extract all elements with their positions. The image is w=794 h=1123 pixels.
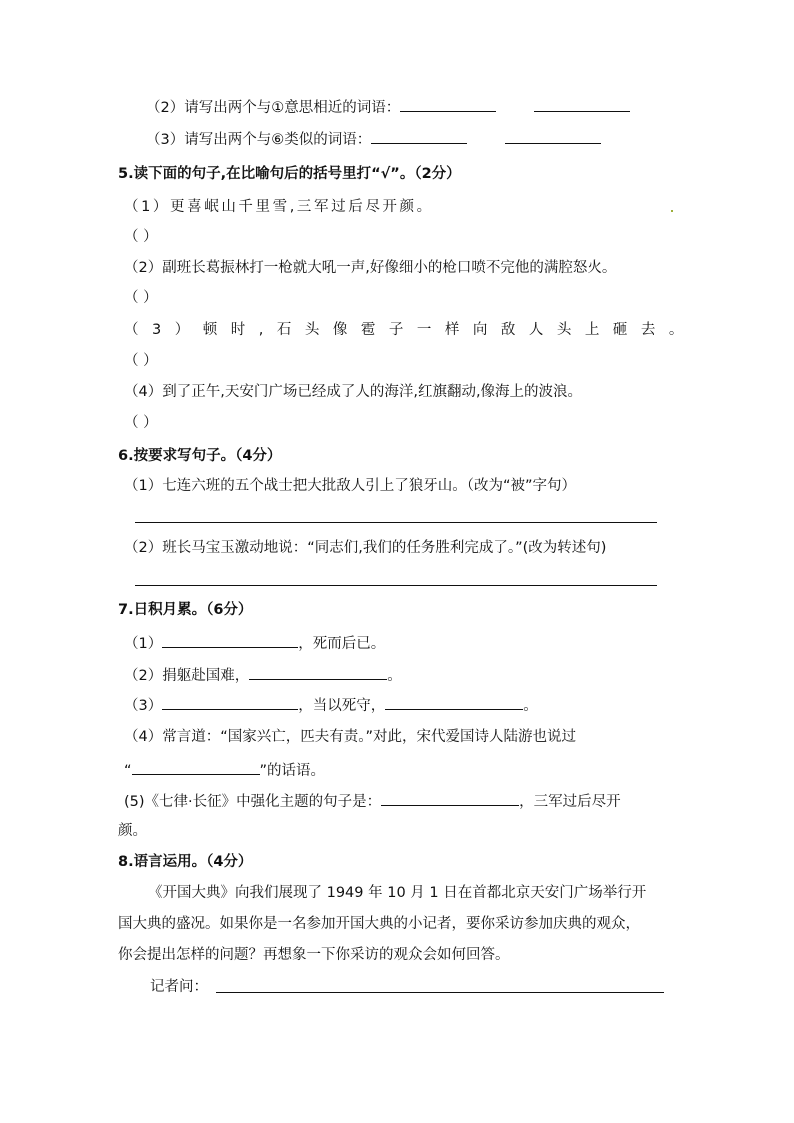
q4-sub3-blank-2[interactable] — [505, 128, 601, 144]
q5-heading: 5.读下面的句子,在比喻句后的括号里打“√”。（2分） — [118, 166, 461, 182]
q8-paragraph-line-1: 《开国大典》向我们展现了 1949 年 10 月 1 日在首都北京天安门广场举行开 — [148, 885, 647, 901]
q7-item4-open-quote: “ — [124, 763, 132, 779]
q7-item5-blank[interactable] — [381, 790, 519, 806]
q7-item5-prefix: (5)《七律·长征》中强化主题的句子是： — [124, 794, 382, 810]
q4-sub2 — [146, 96, 630, 118]
q8-reporter-label: 记者问： — [150, 979, 208, 995]
q5-item-1: （1）更喜岷山千里雪,三军过后尽开颜。 — [124, 199, 434, 215]
q6-heading: 6.按要求写句子。（4分） — [118, 448, 282, 464]
q7-item3-suffix: 。 — [523, 698, 538, 714]
q5-bracket-2[interactable]: （ ） — [124, 290, 158, 306]
q5-bracket-3[interactable]: （ ） — [124, 353, 158, 369]
q7-item3-mid: ，当以死守， — [298, 698, 386, 714]
q8-paragraph-line-3: 你会提出怎样的问题？再想象一下你采访的观众会如何回答。 — [118, 947, 510, 963]
q6-item-1: （1）七连六班的五个战士把大批敌人引上了狼牙山。（改为“被”字句） — [124, 478, 576, 494]
q4-sub2-blank-2[interactable] — [534, 96, 630, 112]
q7-item1-suffix: ，死而后已。 — [298, 636, 386, 652]
q7-item-4: （4）常言道：“国家兴亡，匹夫有责。”对此，宋代爱国诗人陆游也说过 — [124, 729, 576, 745]
q6-answer-line-2[interactable] — [135, 585, 657, 586]
q7-item5-suffix: ，三军过后尽开 — [519, 794, 621, 810]
q7-item1-prefix: （1） — [124, 636, 163, 652]
q7-item3-blank-1[interactable] — [162, 694, 298, 710]
q5-item-2: （2）副班长葛振林打一枪就大吼一声,好像细小的枪口喷不完他的满腔怒火。 — [124, 260, 617, 276]
q7-item-2 — [124, 664, 402, 686]
q4-sub3 — [146, 128, 601, 150]
q7-item1-blank[interactable] — [162, 632, 298, 648]
q5-item-4: （4）到了正午,天安门广场已经成了人的海洋,红旗翻动,像海上的波浪。 — [124, 384, 583, 400]
q7-item3-blank-2[interactable] — [385, 694, 523, 710]
stray-mark — [671, 210, 673, 212]
q7-item2-blank[interactable] — [249, 664, 387, 680]
q7-item3-prefix: （3） — [124, 698, 163, 714]
q7-item4-blank[interactable] — [132, 759, 260, 775]
q7-heading: 7.日积月累。（6分） — [118, 602, 253, 618]
q5-bracket-4[interactable]: （ ） — [124, 415, 158, 431]
q8-reporter-answer-line[interactable] — [216, 992, 664, 993]
q4-sub3-text: （3）请写出两个与⑥类似的词语： — [146, 132, 372, 148]
q5-item-3: （3）顿时,石头像雹子一样向敌人头上砸去。 — [124, 322, 697, 338]
q7-item4-close: ”的话语。 — [259, 763, 326, 779]
q7-item-5 — [124, 790, 621, 812]
q7-item-5-cont: 颜。 — [118, 823, 147, 839]
q7-item-1 — [124, 632, 385, 654]
q4-sub2-blank-1[interactable] — [400, 96, 496, 112]
q6-answer-line-1[interactable] — [135, 522, 657, 523]
q5-bracket-1[interactable]: （ ） — [124, 229, 158, 245]
q4-sub3-blank-1[interactable] — [371, 128, 467, 144]
q7-item-4-cont — [124, 759, 325, 781]
q6-item-2: （2）班长马宝玉激动地说：“同志们,我们的任务胜利完成了。”(改为转述句) — [124, 540, 607, 556]
q4-sub2-text: （2）请写出两个与①意思相近的词语： — [146, 100, 401, 116]
q7-item-3 — [124, 694, 538, 716]
q8-paragraph-line-2: 国大典的盛况。如果你是一名参加开国大典的小记者，要你采访参加庆典的观众， — [118, 916, 640, 932]
q8-heading: 8.语言运用。（4分） — [118, 854, 253, 870]
q7-item2-prefix: （2）捐躯赴国难， — [124, 668, 250, 684]
q7-item2-suffix: 。 — [387, 668, 402, 684]
